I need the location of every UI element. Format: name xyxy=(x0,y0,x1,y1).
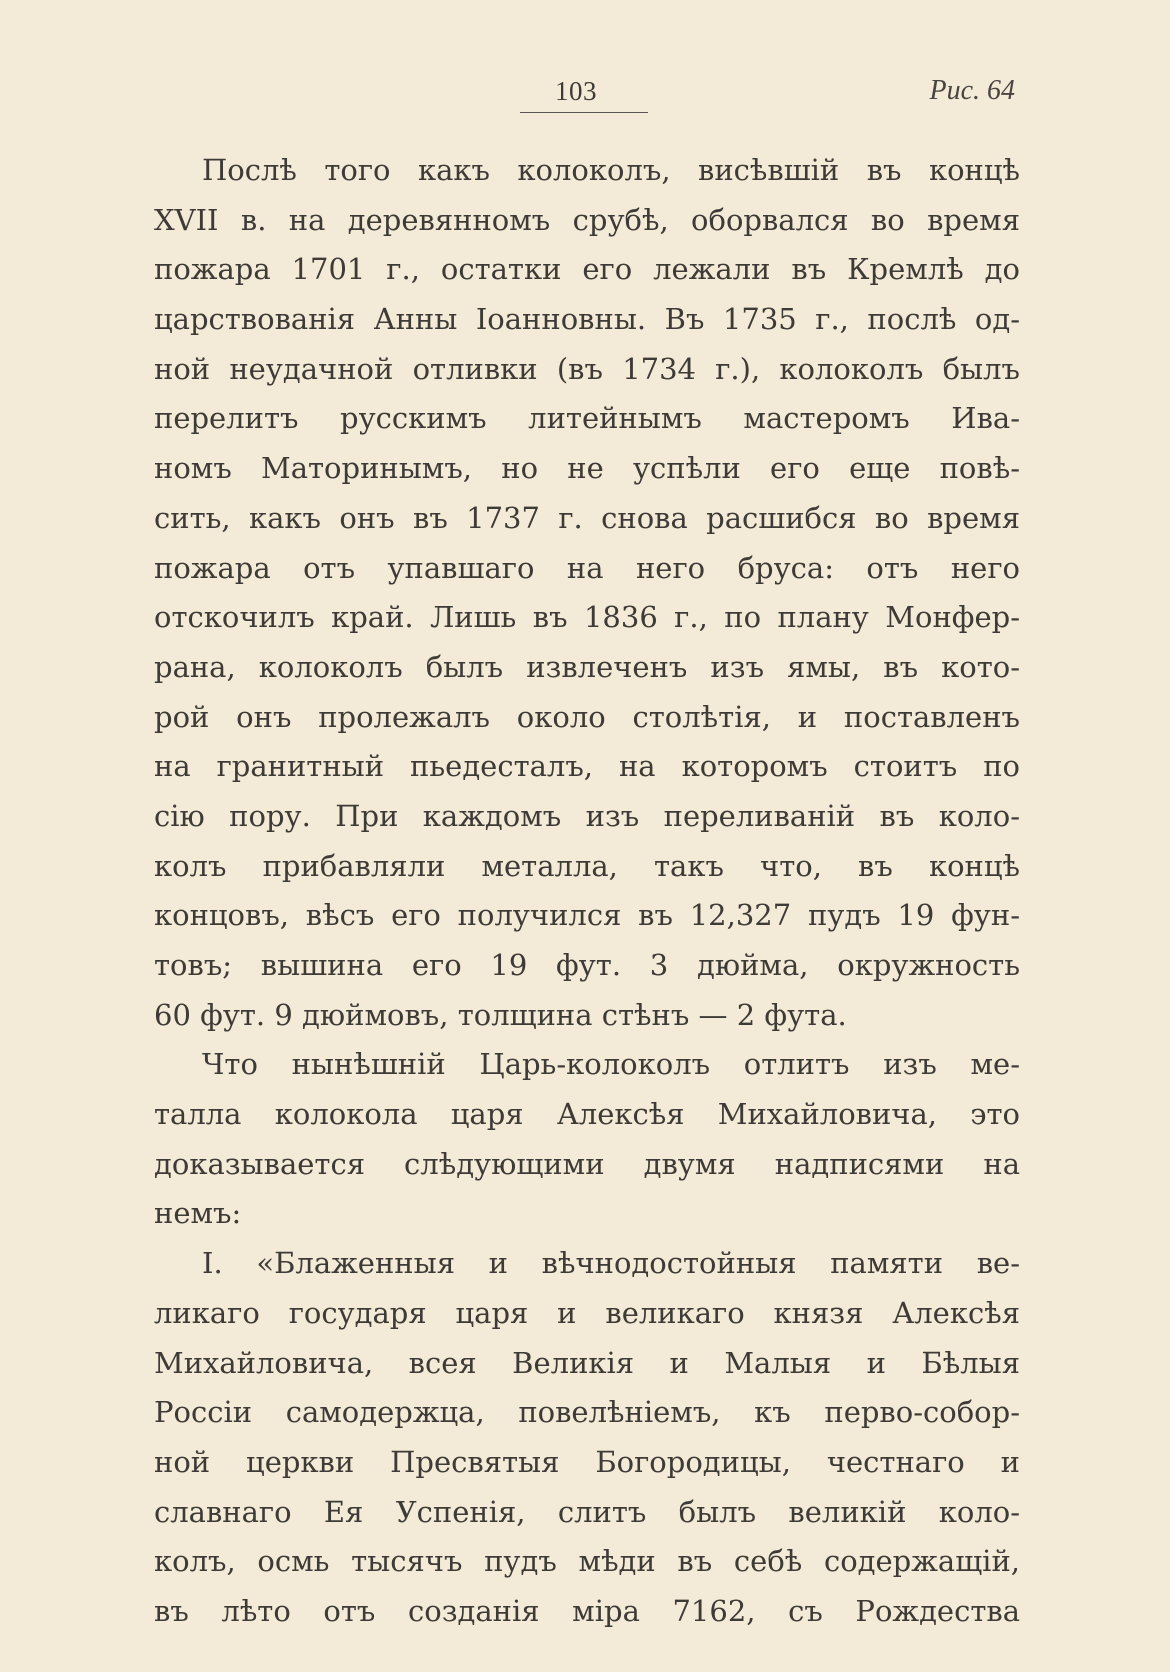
running-header xyxy=(0,70,1170,120)
text-line: Михайловича, всея Великія и Малыя и Бѣлыя xyxy=(154,1345,1020,1380)
text-line: перелитъ русскимъ литейнымъ мастеромъ Ива- xyxy=(154,401,1020,436)
text-line: на гранитный пьедесталъ, на которомъ стоитъ по xyxy=(154,749,1020,784)
text-line: пожара отъ упавшаго на него бруса: отъ него xyxy=(154,550,1020,585)
text-line: въ лѣто отъ созданія міра 7162, съ Рождества xyxy=(154,1593,1020,1628)
header-rule xyxy=(520,112,648,113)
text-line: пожара 1701 г., остатки его лежали въ Кремлѣ до xyxy=(154,252,1020,287)
text-line: ной неудачной отливки (въ 1734 г.), колоколъ былъ xyxy=(154,351,1020,386)
text-line: 60 фут. 9 дюймовъ, толщина стѣнъ — 2 фута. xyxy=(154,997,847,1032)
text-line: славнаго Ея Успенія, слитъ былъ великій коло- xyxy=(154,1494,1020,1529)
text-line: рой онъ пролежалъ около столѣтія, и поставленъ xyxy=(154,699,1020,734)
text-line: товъ; вышина его 19 фут. 3 дюйма, окружность xyxy=(154,948,1020,982)
text-line: рана, колоколъ былъ извлеченъ изъ ямы, въ кото- xyxy=(154,649,1020,684)
paragraph-3-inscription xyxy=(154,1239,1020,1637)
text-line: I. «Блаженныя и вѣчнодостойныя памяти ве- xyxy=(202,1246,1020,1281)
text-line: ной церкви Пресвятыя Богородицы, честнаго и xyxy=(154,1444,1020,1479)
text-line: доказывается слѣдующими двумя надписями на xyxy=(154,1146,1020,1181)
text-line: колъ прибавляли металла, такъ что, въ концѣ xyxy=(154,848,1020,883)
text-line: номъ Маторинымъ, но не успѣли его еще повѣ- xyxy=(154,451,1020,486)
text-line: Россіи самодержца, повелѣніемъ, къ перво-собор- xyxy=(154,1395,1020,1430)
text-line: Что нынѣшній Царь-колоколъ отлитъ изъ ме- xyxy=(202,1047,1020,1082)
paragraph-2 xyxy=(154,1040,1020,1239)
text-line: концовъ, вѣсъ его получился въ 12,327 пудъ 19 фун- xyxy=(154,898,1020,933)
figure-reference: Рис. 64 xyxy=(929,75,1015,106)
paragraph-1 xyxy=(154,146,1020,1040)
text-line: Послѣ того какъ колоколъ, висѣвшій въ концѣ xyxy=(202,153,1020,187)
text-line: XVII в. на деревянномъ срубѣ, оборвался во время xyxy=(154,202,1020,237)
text-line: царствованія Анны Іоанновны. Въ 1735 г., послѣ од- xyxy=(154,302,1020,337)
main-text xyxy=(154,146,1020,1637)
page-number: 103 xyxy=(555,76,597,106)
text-line: сить, какъ онъ въ 1737 г. снова расшибся во время xyxy=(154,500,1020,535)
text-line: талла колокола царя Алексѣя Михайловича, это xyxy=(154,1097,1020,1132)
text-line: сію пору. При каждомъ изъ переливаній въ коло- xyxy=(154,798,1020,833)
text-line: немъ: xyxy=(154,1196,242,1231)
text-line: ликаго государя царя и великаго князя Алексѣя xyxy=(154,1295,1020,1330)
text-line: отскочилъ край. Лишь въ 1836 г., по плану Монфер- xyxy=(154,600,1020,635)
text-line: колъ, осмь тысячъ пудъ мѣди въ себѣ содержащій, xyxy=(154,1544,1020,1579)
